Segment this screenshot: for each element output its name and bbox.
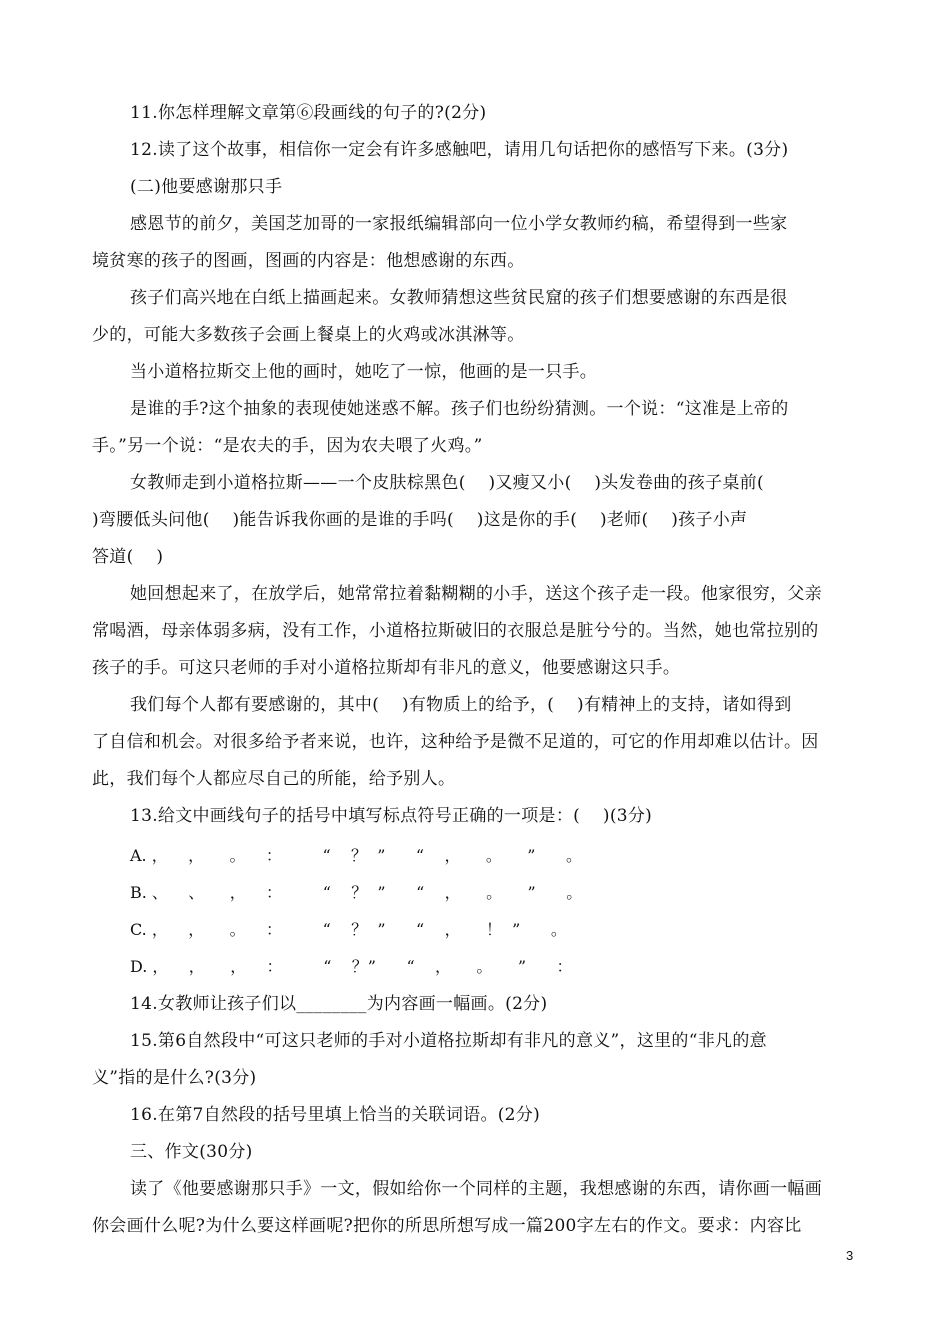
paragraph-4-line-2: 手。”另一个说：“是农夫的手，因为农夫喂了火鸡。”	[92, 436, 483, 456]
paragraph-5-line-1: 女教师走到小道格拉斯——一个皮肤棕黑色( )又瘦又小( )头发卷曲的孩子桌前(	[130, 473, 764, 493]
question-13-option-d: D. ， ， ， ： “ ？” “ ， 。 ” ：	[130, 957, 573, 976]
question-12: 12.读了这个故事，相信你一定会有许多感触吧，请用几句话把你的感悟写下来。(3分)	[130, 140, 789, 160]
paragraph-7-line-1: 我们每个人都有要感谢的，其中( )有物质上的给予，( )有精神上的支持，诸如得到	[130, 695, 792, 715]
question-13-option-a: A. ， ， 。 ： “ ？ ” “ ， 。 ” 。	[130, 846, 583, 865]
paragraph-4-line-1: 是谁的手?这个抽象的表现使她迷惑不解。孩子们也纷纷猜测。一个说：“这准是上帝的	[130, 399, 789, 419]
paragraph-1-line-2: 境贫寒的孩子的图画，图画的内容是：他想感谢的东西。	[92, 251, 525, 271]
question-14: 14.女教师让孩子们以________为内容画一幅画。(2分)	[130, 994, 548, 1014]
paragraph-7-line-2: 了自信和机会。对很多给予者来说，也许，这种给予是微不足道的，可它的作用却难以估计。因	[92, 732, 819, 752]
essay-prompt-line-1: 读了《他要感谢那只手》一文，假如给你一个同样的主题，我想感谢的东西，请你画一幅画	[130, 1179, 822, 1199]
question-15-line-1: 15.第6自然段中“可这只老师的手对小道格拉斯却有非凡的意义”，这里的“非凡的意	[130, 1031, 767, 1051]
essay-prompt-line-2: 你会画什么呢?为什么要这样画呢?把你的所思所想写成一篇200字左右的作文。要求：内容比	[92, 1216, 802, 1236]
paragraph-5-line-2: )弯腰低头问他( )能告诉我你画的是谁的手吗( )这是你的手( )老师( )孩子小声	[92, 510, 748, 530]
paragraph-3: 当小道格拉斯交上他的画时，她吃了一惊，他画的是一只手。	[130, 362, 598, 382]
paragraph-2-line-1: 孩子们高兴地在白纸上描画起来。女教师猜想这些贫民窟的孩子们想要感谢的东西是很	[130, 288, 788, 308]
paragraph-6-line-3: 孩子的手。可这只老师的手对小道格拉斯却有非凡的意义，他要感谢这只手。	[92, 658, 681, 678]
question-16: 16.在第7自然段的括号里填上恰当的关联词语。(2分)	[130, 1105, 541, 1125]
paragraph-7-line-3: 此，我们每个人都应尽自己的所能，给予别人。	[92, 769, 456, 789]
page-number: 3	[846, 1248, 854, 1263]
paragraph-5-line-3: 答道( )	[92, 547, 164, 567]
paragraph-6-line-1: 她回想起来了，在放学后，她常常拉着黏糊糊的小手，送这个孩子走一段。他家很穷，父亲	[130, 584, 822, 604]
section-title-2: (二)他要感谢那只手	[130, 177, 283, 197]
paragraph-2-line-2: 少的，可能大多数孩子会画上餐桌上的火鸡或冰淇淋等。	[92, 325, 525, 345]
question-13: 13.给文中画线句子的括号中填写标点符号正确的一项是：( )(3分)	[130, 806, 653, 826]
paragraph-6-line-2: 常喝酒，母亲体弱多病，没有工作，小道格拉斯破旧的衣服总是脏兮兮的。当然，她也常拉别的	[92, 621, 819, 641]
section-title-3: 三、作文(30分)	[130, 1142, 253, 1162]
question-15-line-2: 义”指的是什么?(3分)	[92, 1068, 257, 1088]
question-13-option-c: C. ， ， 。 ： “ ？ ” “ ， ！ ” 。	[130, 920, 567, 939]
question-13-option-b: B. 、 、 ， ： “ ？ ” “ ， 。 ” 。	[130, 883, 583, 902]
question-11: 11.你怎样理解文章第⑥段画线的句子的?(2分)	[130, 103, 487, 123]
paragraph-1-line-1: 感恩节的前夕，美国芝加哥的一家报纸编辑部向一位小学女教师约稿，希望得到一些家	[130, 214, 788, 234]
